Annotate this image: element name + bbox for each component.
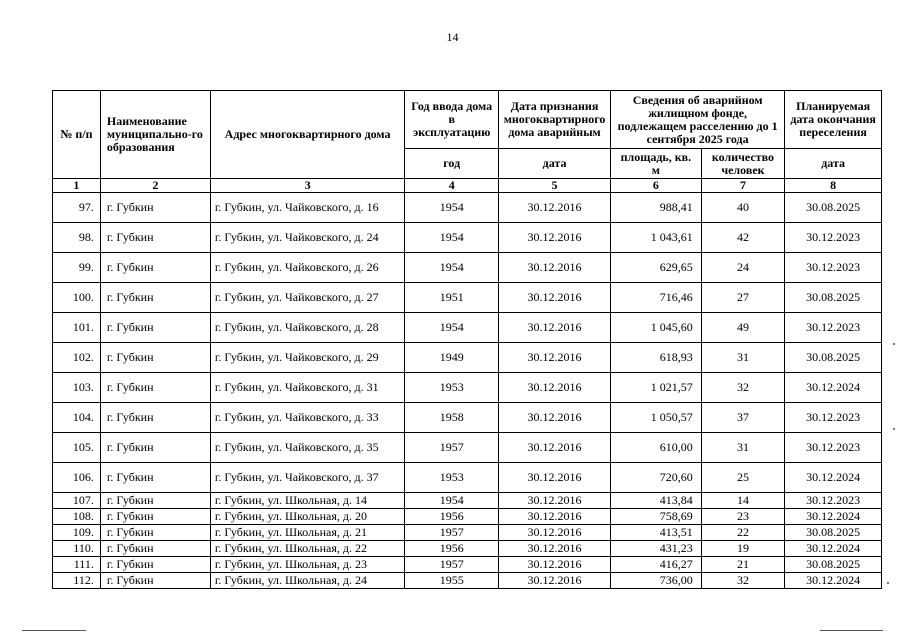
area-cell: 413,51 — [611, 525, 702, 541]
address-cell: г. Губкин, ул. Школьная, д. 20 — [210, 509, 405, 525]
people-cell: 32 — [701, 373, 785, 403]
area-cell: 431,23 — [611, 541, 702, 557]
table-row — [53, 223, 882, 253]
address-cell: г. Губкин, ул. Чайковского, д. 28 — [210, 313, 405, 343]
municipality-cell: г. Губкин — [100, 283, 210, 313]
people-cell: 42 — [701, 223, 785, 253]
area-cell: 736,00 — [611, 573, 702, 589]
subheader-people: количество человек — [701, 149, 785, 179]
address-cell: г. Губкин, ул. Чайковского, д. 16 — [210, 193, 405, 223]
row-number: 105. — [53, 433, 101, 463]
area-cell: 1 050,57 — [611, 403, 702, 433]
area-cell: 618,93 — [611, 343, 702, 373]
subheader-area: площадь, кв. м — [611, 149, 702, 179]
housing-table — [52, 90, 882, 589]
year-cell: 1956 — [405, 509, 499, 525]
address-cell: г. Губкин, ул. Школьная, д. 23 — [210, 557, 405, 573]
address-cell: г. Губкин, ул. Чайковского, д. 26 — [210, 253, 405, 283]
row-number: 100. — [53, 283, 101, 313]
planned-date-cell: 30.12.2023 — [785, 313, 882, 343]
year-cell: 1954 — [405, 193, 499, 223]
header-emergency-date: Дата признания многоквартирного дома аварийным — [499, 91, 611, 149]
row-number: 98. — [53, 223, 101, 253]
emergency-date-cell: 30.12.2016 — [499, 541, 611, 557]
people-cell: 24 — [701, 253, 785, 283]
year-cell: 1955 — [405, 573, 499, 589]
row-number: 109. — [53, 525, 101, 541]
planned-date-cell: 30.08.2025 — [785, 193, 882, 223]
row-number: 102. — [53, 343, 101, 373]
address-cell: г. Губкин, ул. Школьная, д. 22 — [210, 541, 405, 557]
table-row — [53, 253, 882, 283]
subheader-year: год — [405, 149, 499, 179]
municipality-cell: г. Губкин — [100, 253, 210, 283]
planned-date-cell: 30.12.2023 — [785, 493, 882, 509]
header-address: Адрес многоквартирного дома — [210, 91, 405, 179]
emergency-date-cell: 30.12.2016 — [499, 403, 611, 433]
table-row — [53, 463, 882, 493]
area-cell: 988,41 — [611, 193, 702, 223]
area-cell: 758,69 — [611, 509, 702, 525]
header-num: № п/п — [53, 91, 101, 179]
year-cell: 1956 — [405, 541, 499, 557]
municipality-cell: г. Губкин — [100, 223, 210, 253]
planned-date-cell: 30.12.2023 — [785, 253, 882, 283]
people-cell: 32 — [701, 573, 785, 589]
address-cell: г. Губкин, ул. Школьная, д. 21 — [210, 525, 405, 541]
address-cell: г. Губкин, ул. Чайковского, д. 27 — [210, 283, 405, 313]
municipality-cell: г. Губкин — [100, 509, 210, 525]
column-index-cell: 7 — [701, 179, 785, 193]
year-cell: 1953 — [405, 373, 499, 403]
people-cell: 49 — [701, 313, 785, 343]
row-number: 104. — [53, 403, 101, 433]
municipality-cell: г. Губкин — [100, 463, 210, 493]
page-number: 14 — [446, 30, 459, 44]
people-cell: 19 — [701, 541, 785, 557]
municipality-cell: г. Губкин — [100, 343, 210, 373]
municipality-cell: г. Губкин — [100, 373, 210, 403]
table-row — [53, 573, 882, 589]
subheader-planned: дата — [785, 149, 882, 179]
year-cell: 1957 — [405, 525, 499, 541]
table-row — [53, 557, 882, 573]
area-cell: 1 021,57 — [611, 373, 702, 403]
emergency-date-cell: 30.12.2016 — [499, 223, 611, 253]
table-row — [53, 433, 882, 463]
column-index-row — [53, 179, 882, 193]
emergency-date-cell: 30.12.2016 — [499, 343, 611, 373]
emergency-date-cell: 30.12.2016 — [499, 573, 611, 589]
table-row — [53, 525, 882, 541]
scan-speck — [887, 582, 889, 584]
municipality-cell: г. Губкин — [100, 525, 210, 541]
emergency-date-cell: 30.12.2016 — [499, 493, 611, 509]
municipality-cell: г. Губкин — [100, 193, 210, 223]
emergency-date-cell: 30.12.2016 — [499, 433, 611, 463]
people-cell: 37 — [701, 403, 785, 433]
row-number: 97. — [53, 193, 101, 223]
municipality-cell: г. Губкин — [100, 573, 210, 589]
table-row — [53, 343, 882, 373]
row-number: 99. — [53, 253, 101, 283]
row-number: 103. — [53, 373, 101, 403]
row-number: 106. — [53, 463, 101, 493]
people-cell: 14 — [701, 493, 785, 509]
people-cell: 31 — [701, 343, 785, 373]
people-cell: 22 — [701, 525, 785, 541]
emergency-date-cell: 30.12.2016 — [499, 283, 611, 313]
year-cell: 1957 — [405, 433, 499, 463]
year-cell: 1957 — [405, 557, 499, 573]
area-cell: 416,27 — [611, 557, 702, 573]
subheader-date: дата — [499, 149, 611, 179]
address-cell: г. Губкин, ул. Чайковского, д. 29 — [210, 343, 405, 373]
table-row — [53, 283, 882, 313]
emergency-date-cell: 30.12.2016 — [499, 193, 611, 223]
people-cell: 40 — [701, 193, 785, 223]
planned-date-cell: 30.12.2023 — [785, 403, 882, 433]
year-cell: 1954 — [405, 253, 499, 283]
table-row — [53, 193, 882, 223]
row-number: 107. — [53, 493, 101, 509]
scan-speck — [893, 428, 895, 430]
year-cell: 1953 — [405, 463, 499, 493]
area-cell: 716,46 — [611, 283, 702, 313]
row-number: 101. — [53, 313, 101, 343]
table-row — [53, 541, 882, 557]
year-cell: 1954 — [405, 493, 499, 509]
bottom-line-left — [22, 630, 86, 631]
emergency-date-cell: 30.12.2016 — [499, 253, 611, 283]
row-number: 111. — [53, 557, 101, 573]
planned-date-cell: 30.12.2024 — [785, 541, 882, 557]
address-cell: г. Губкин, ул. Чайковского, д. 33 — [210, 403, 405, 433]
municipality-cell: г. Губкин — [100, 403, 210, 433]
scan-speck — [893, 343, 895, 345]
people-cell: 27 — [701, 283, 785, 313]
municipality-cell: г. Губкин — [100, 313, 210, 343]
year-cell: 1954 — [405, 313, 499, 343]
people-cell: 31 — [701, 433, 785, 463]
column-index-cell: 1 — [53, 179, 101, 193]
table-row — [53, 493, 882, 509]
year-cell: 1949 — [405, 343, 499, 373]
column-index-cell: 5 — [499, 179, 611, 193]
emergency-date-cell: 30.12.2016 — [499, 313, 611, 343]
address-cell: г. Губкин, ул. Чайковского, д. 31 — [210, 373, 405, 403]
column-index-cell: 3 — [210, 179, 405, 193]
municipality-cell: г. Губкин — [100, 557, 210, 573]
planned-date-cell: 30.12.2023 — [785, 433, 882, 463]
header-municipality: Наименование муниципально-го образования — [100, 91, 210, 179]
header-fund-info: Сведения об аварийном жилищном фонде, подлежащем расселению до 1 сентября 2025 года — [611, 91, 785, 149]
year-cell: 1954 — [405, 223, 499, 253]
table-row — [53, 373, 882, 403]
header-year-built: Год ввода дома в эксплуатацию — [405, 91, 499, 149]
bottom-line-right — [820, 630, 883, 631]
table-row — [53, 403, 882, 433]
planned-date-cell: 30.12.2024 — [785, 463, 882, 493]
address-cell: г. Губкин, ул. Чайковского, д. 24 — [210, 223, 405, 253]
people-cell: 25 — [701, 463, 785, 493]
people-cell: 21 — [701, 557, 785, 573]
year-cell: 1951 — [405, 283, 499, 313]
emergency-date-cell: 30.12.2016 — [499, 525, 611, 541]
planned-date-cell: 30.08.2025 — [785, 343, 882, 373]
emergency-date-cell: 30.12.2016 — [499, 373, 611, 403]
year-cell: 1958 — [405, 403, 499, 433]
header-planned-date: Планируемая дата окончания переселения — [785, 91, 882, 149]
emergency-date-cell: 30.12.2016 — [499, 557, 611, 573]
planned-date-cell: 30.12.2024 — [785, 573, 882, 589]
table-body — [53, 193, 882, 589]
emergency-date-cell: 30.12.2016 — [499, 463, 611, 493]
address-cell: г. Губкин, ул. Чайковского, д. 35 — [210, 433, 405, 463]
address-cell: г. Губкин, ул. Школьная, д. 14 — [210, 493, 405, 509]
area-cell: 413,84 — [611, 493, 702, 509]
municipality-cell: г. Губкин — [100, 433, 210, 463]
planned-date-cell: 30.08.2025 — [785, 283, 882, 313]
address-cell: г. Губкин, ул. Чайковского, д. 37 — [210, 463, 405, 493]
people-cell: 23 — [701, 509, 785, 525]
row-number: 112. — [53, 573, 101, 589]
address-cell: г. Губкин, ул. Школьная, д. 24 — [210, 573, 405, 589]
area-cell: 629,65 — [611, 253, 702, 283]
column-index-cell: 2 — [100, 179, 210, 193]
row-number: 110. — [53, 541, 101, 557]
column-index-cell: 4 — [405, 179, 499, 193]
municipality-cell: г. Губкин — [100, 493, 210, 509]
table-row — [53, 509, 882, 525]
column-index-cell: 8 — [785, 179, 882, 193]
planned-date-cell: 30.12.2023 — [785, 223, 882, 253]
row-number: 108. — [53, 509, 101, 525]
planned-date-cell: 30.12.2024 — [785, 373, 882, 403]
planned-date-cell: 30.12.2024 — [785, 509, 882, 525]
municipality-cell: г. Губкин — [100, 541, 210, 557]
area-cell: 1 043,61 — [611, 223, 702, 253]
area-cell: 610,00 — [611, 433, 702, 463]
planned-date-cell: 30.08.2025 — [785, 525, 882, 541]
table-row — [53, 313, 882, 343]
area-cell: 1 045,60 — [611, 313, 702, 343]
emergency-date-cell: 30.12.2016 — [499, 509, 611, 525]
column-index-cell: 6 — [611, 179, 702, 193]
planned-date-cell: 30.08.2025 — [785, 557, 882, 573]
area-cell: 720,60 — [611, 463, 702, 493]
